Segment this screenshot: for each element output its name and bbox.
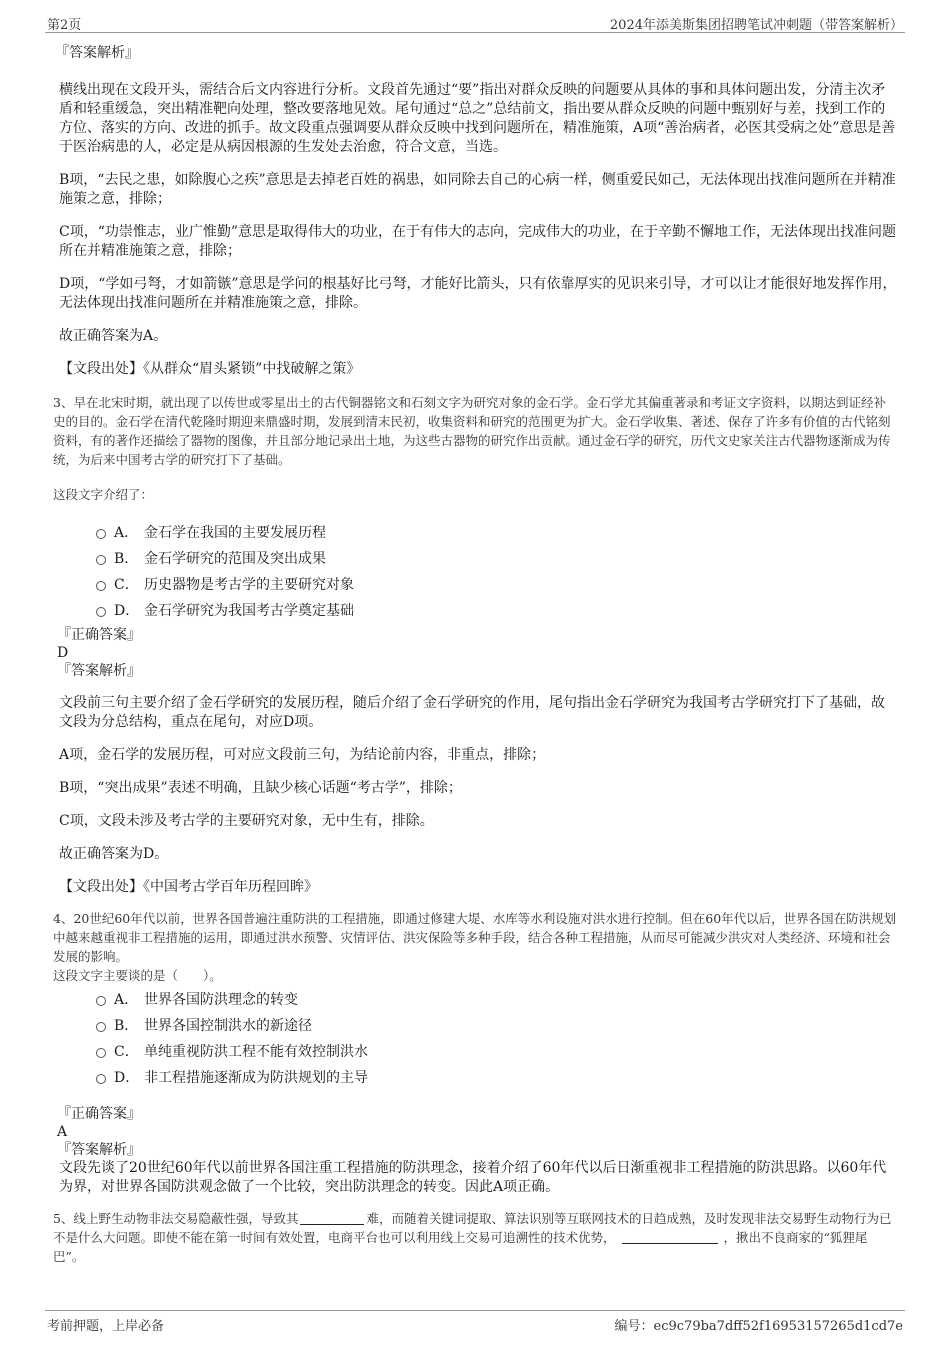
q3-analysis-paragraph: B项，“突出成果”表述不明确，且缺少核心话题“考古学”，排除； <box>59 780 462 796</box>
q3-analysis-paragraph: A项，金石学的发展历程，可对应文段前三句，为结论前内容，非重点，排除； <box>59 747 546 763</box>
q4-analysis-paragraph: 文段先谈了20世纪60年代以前世界各国注重工程措施的防洪理念，接着介绍了60年代以后日渐重视非工程措施的防洪思路。以60年代为界，对世界各国防洪观念做了一个比较，突出防洪理念的转变。因此A项正确。 <box>59 1160 887 1195</box>
document-title: 2024年添美斯集团招聘笔试冲刺题（带答案解析） <box>609 18 903 33</box>
q4-stem: 4、20世纪60年代以前，世界各国普遍注重防洪的工程措施，即通过修建大堤、水库等水利设施对洪水进行控制。但在60年代以后，世界各国在防洪规划中越来越重视非工程措施的运用，即通过洪水预警、灾情评估、洪灾保险等多种手段，结合各种工程措施，从而尽可能减少洪灾对人类经济、环境和社会发展的影响。 <box>53 911 897 964</box>
q4-answer: A <box>57 1124 68 1140</box>
q3-option-a[interactable]: A． 金石学在我国的主要发展历程 <box>57 520 897 546</box>
q3-analysis-heading: 『答案解析』 <box>57 663 141 679</box>
q4-option-b[interactable]: B． 世界各国控制洪水的新途径 <box>57 1013 897 1039</box>
page-number: 第2页 <box>47 18 82 33</box>
footer-slogan: 考前押题，上岸必备 <box>47 1319 165 1334</box>
q3-option-b[interactable]: B． 金石学研究的范围及突出成果 <box>57 546 897 572</box>
page-content <box>53 44 897 1266</box>
q2-analysis-heading: 『答案解析』 <box>55 45 139 61</box>
q5-blank-1[interactable] <box>300 1211 364 1225</box>
page-header <box>45 12 905 33</box>
q3-prompt: 这段文字介绍了： <box>53 487 154 502</box>
q3-option-c[interactable]: C． 历史器物是考古学的主要研究对象 <box>57 572 897 598</box>
radio-icon[interactable] <box>96 555 106 565</box>
q4-option-c[interactable]: C． 单纯重视防洪工程不能有效控制洪水 <box>57 1039 897 1065</box>
q3-answer-conclusion: 故正确答案为D。 <box>59 846 169 862</box>
q4-options <box>57 987 897 1091</box>
radio-icon[interactable] <box>96 1048 106 1058</box>
q3-options <box>57 520 897 624</box>
radio-icon[interactable] <box>96 996 106 1006</box>
q3-source: 【文段出处】《中国考古学百年历程回眸》 <box>59 879 318 895</box>
q2-analysis-paragraph: B项，“去民之患，如除腹心之疾”意思是去掉老百姓的祸患，如同除去自己的心病一样，侧重爱民如己，无法体现出找准问题所在并精准施策之意，排除； <box>59 172 896 207</box>
q4-analysis-heading: 『答案解析』 <box>57 1142 141 1158</box>
radio-icon[interactable] <box>96 529 106 539</box>
radio-icon[interactable] <box>96 581 106 591</box>
q4-option-a[interactable]: A． 世界各国防洪理念的转变 <box>57 987 897 1013</box>
radio-icon[interactable] <box>96 1022 106 1032</box>
q4-prompt: 这段文字主要谈的是（ ）。 <box>53 968 222 983</box>
page-footer <box>45 1310 905 1334</box>
q2-analysis-paragraph: D项，“学如弓弩，才如箭镞”意思是学问的根基好比弓弩，才能好比箭头，只有依靠厚实的见识来引导，才可以让才能很好地发挥作用，无法体现出找准问题所在并精准施策之意，排除。 <box>59 276 897 311</box>
q2-source: 【文段出处】《从群众“眉头紧锁”中找破解之策》 <box>59 361 361 377</box>
q3-stem: 3、早在北宋时期，就出现了以传世或零星出土的古代铜器铭文和石刻文字为研究对象的金石学。金石学尤其偏重著录和考证文字资料，以期达到证经补史的目的。金石学在清代乾隆时期迎来鼎盛时期，发展到清末民初，收集资料和研究的范围更为扩大。金石学收集、著述、保存了许多有价值的古代铭刻资料，有的著作还描绘了器物的图像，并且部分地记录出土地，为这些古器物的研究作出贡献。通过金石学的研究，历代文史家关注古代器物逐渐成为传统，为后来中国考古学的研究打下了基础。 <box>53 395 891 467</box>
q5-blank-2[interactable] <box>622 1230 718 1244</box>
q3-answer: D <box>57 645 69 661</box>
q3-answer-heading: 『正确答案』 <box>57 627 141 643</box>
q3-analysis-paragraph: C项，文段未涉及考古学的主要研究对象，无中生有，排除。 <box>59 813 434 829</box>
q2-analysis-paragraph: 横线出现在文段开头，需结合后文内容进行分析。文段首先通过“要”指出对群众反映的问题要从具体的事和具体问题出发，分清主次矛盾和轻重缓急，突出精准靶向处理，整改要落地见效。尾句通过“总之”总结前文，指出要从群众反映的问题中甄别好与差，找到工作的方位、落实的方向、改进的抓手。故文段重点强调要从群众反映中找到问题所在，精准施策，A项“善治病者，必医其受病之处”意思是善于医治病患的人，必定是从病因根源的生发处去治愈，符合文意，当选。 <box>59 82 896 155</box>
q3-option-d[interactable]: D． 金石学研究为我国考古学奠定基础 <box>57 598 897 624</box>
radio-icon[interactable] <box>96 1074 106 1084</box>
q2-analysis-paragraph: C项，“功崇惟志，业广惟勤”意思是取得伟大的功业，在于有伟大的志向，完成伟大的功业，在于辛勤不懈地工作，无法体现出找准问题所在并精准施策之意，排除； <box>59 224 897 259</box>
q3-analysis-paragraph: 文段前三句主要介绍了金石学研究的发展历程，随后介绍了金石学研究的作用，尾句指出金石学研究为我国考古学研究打下了基础，故文段为分总结构，重点在尾句，对应D项。 <box>59 695 885 730</box>
document-serial: 编号：ec9c79ba7dff52f16953157265d1cd7e <box>614 1319 903 1334</box>
q4-answer-heading: 『正确答案』 <box>57 1106 141 1122</box>
q5-stem: 5、线上野生动物非法交易隐蔽性强，导致其 难，而随着关键词提取、算法识别等互联网技术的日趋成熟，及时发现非法交易野生动物行为已不是什么大问题。即使不能在第一时间有效处置，电商平台也可以利用线上交易可追溯性的技术优势， ，揪出不良商家的“狐狸尾巴”。 <box>53 1211 892 1264</box>
radio-icon[interactable] <box>96 607 106 617</box>
q2-answer-conclusion: 故正确答案为A。 <box>59 328 168 344</box>
q4-option-d[interactable]: D． 非工程措施逐渐成为防洪规划的主导 <box>57 1065 897 1091</box>
